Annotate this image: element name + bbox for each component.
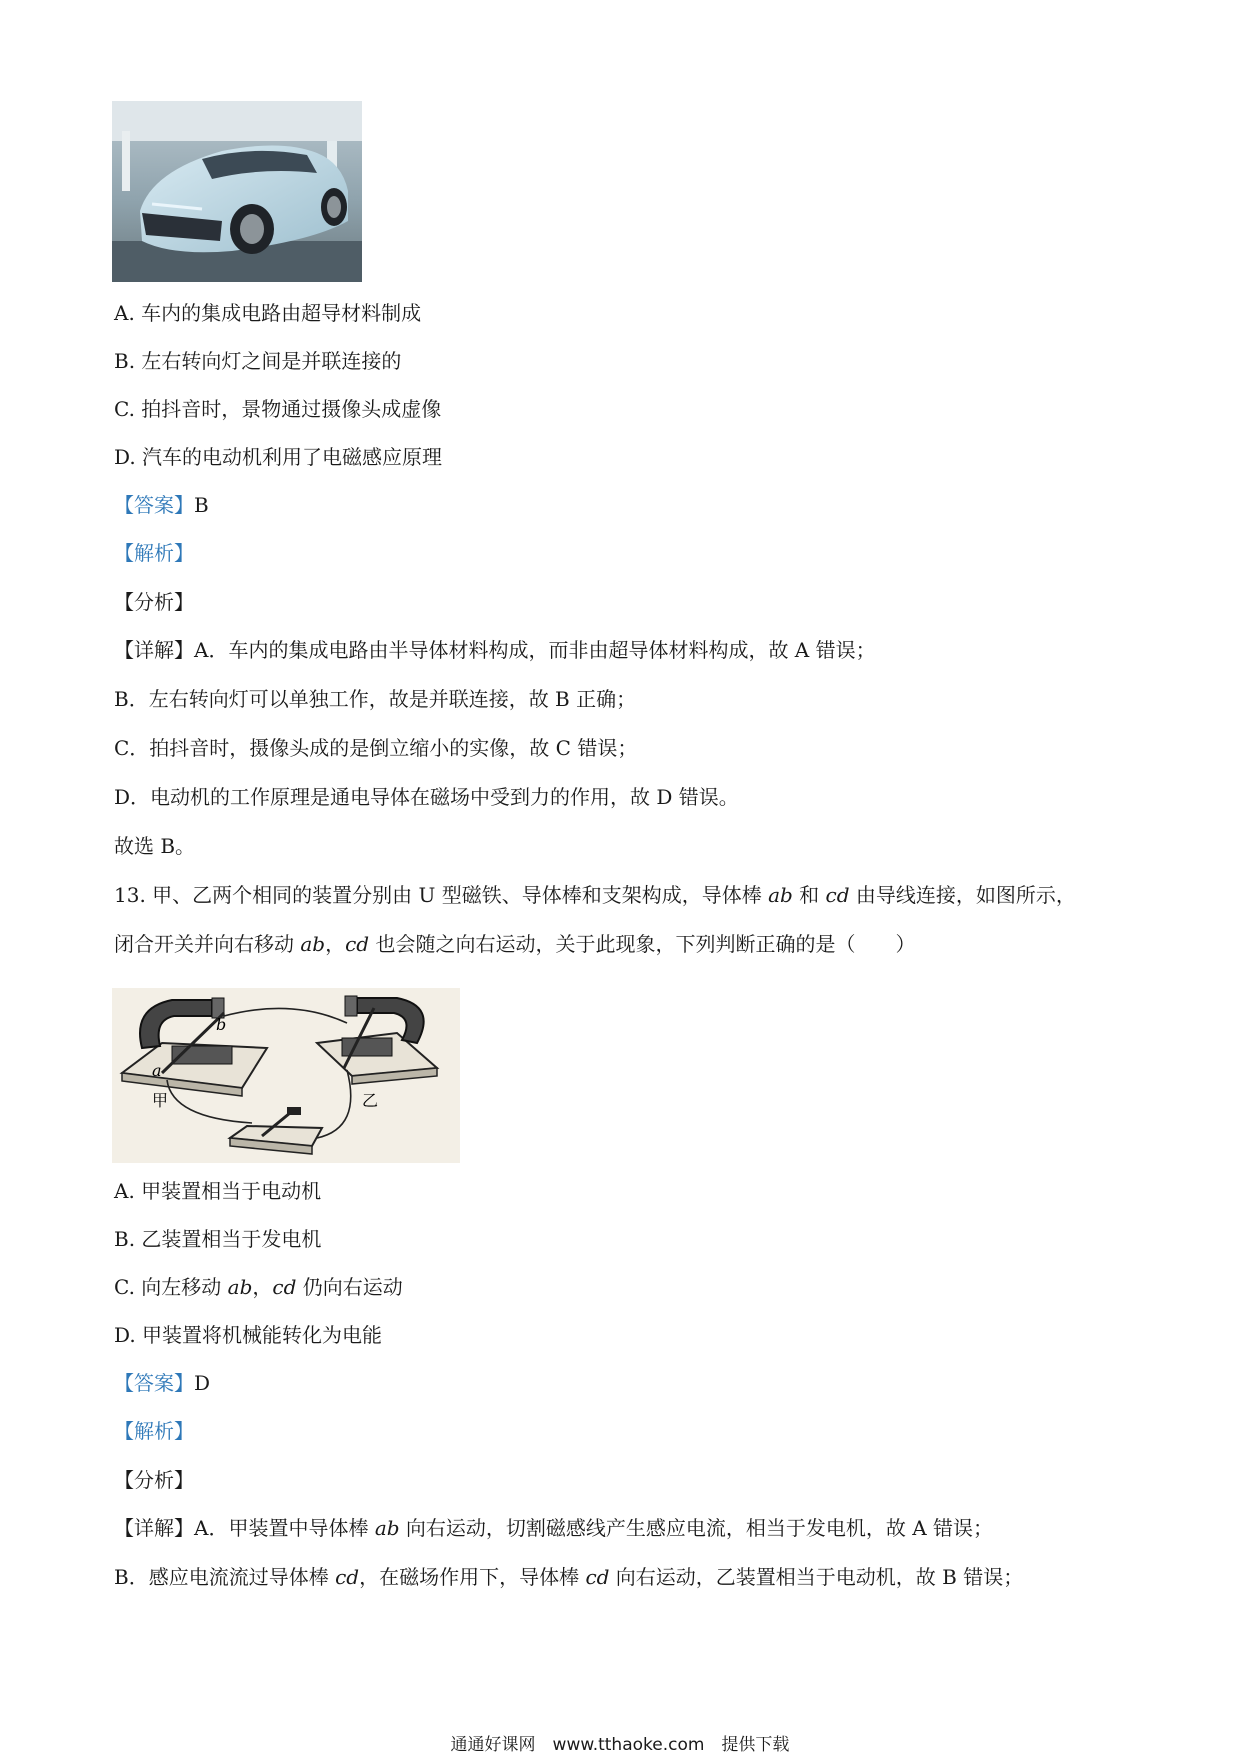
q13-option-b: B. 乙装置相当于发电机 (114, 1227, 322, 1251)
car-photo (112, 101, 362, 282)
label-jia: 甲 (152, 1091, 169, 1110)
detail-tag: 【详解】 (114, 1516, 194, 1540)
var-cd: cd (585, 1565, 610, 1589)
q12-option-c: C. 拍抖音时，景物通过摄像头成虚像 (114, 397, 442, 421)
label-b: b (216, 1015, 227, 1034)
answer-value: B (194, 493, 209, 517)
var-ab: ab (227, 1275, 253, 1299)
stem-text: 13. 甲、乙两个相同的装置分别由 U 型磁铁、导体棒和支架构成，导体棒 (114, 883, 769, 907)
var-ab: ab (300, 932, 326, 956)
detail-text: 向右运动，切割磁感线产生感应电流，相当于发电机，故 A 错误； (399, 1516, 994, 1540)
label-yi: 乙 (362, 1091, 379, 1110)
stem-text: 由导线连接，如图所示， (849, 883, 1076, 907)
var-ab: ab (374, 1516, 400, 1540)
q13-detail-line-2 (114, 1564, 1023, 1590)
stem-text: 闭合开关并向右移动 (114, 932, 301, 956)
stem-text: 也会随之向右运动，关于此现象，下列判断正确的是（ ） (369, 932, 916, 956)
q12-fenxi-tag: 【分析】 (114, 590, 194, 614)
detail-text: B．感应电流流过导体棒 (114, 1565, 336, 1589)
q12-analysis-tag: 【解析】 (114, 541, 194, 565)
q13-detail-line-1 (114, 1515, 993, 1541)
detail-text: A．甲装置中导体棒 (194, 1516, 375, 1540)
q13-option-d: D. 甲装置将机械能转化为电能 (114, 1323, 383, 1347)
q13-stem-line-2 (114, 931, 915, 957)
q13-answer (114, 1370, 210, 1396)
q12-conclusion: 故选 B。 (114, 834, 196, 858)
answer-tag: 【答案】 (114, 493, 194, 517)
q12-answer (114, 492, 209, 518)
q13-stem-line-1 (114, 882, 1076, 908)
option-text: C. 向左移动 (114, 1275, 228, 1299)
q13-fenxi-tag: 【分析】 (114, 1468, 194, 1492)
answer-value: D (194, 1371, 211, 1395)
q12-detail-line-4: D．电动机的工作原理是通电导体在磁场中受到力的作用，故 D 错误。 (114, 785, 739, 809)
q13-option-a: A. 甲装置相当于电动机 (114, 1179, 322, 1203)
q12-option-d: D. 汽车的电动机利用了电磁感应原理 (114, 445, 443, 469)
q13-analysis-tag: 【解析】 (114, 1419, 194, 1443)
detail-text: ，在磁场作用下，导体棒 (359, 1565, 586, 1589)
var-cd: cd (272, 1275, 297, 1299)
answer-tag: 【答案】 (114, 1371, 194, 1395)
var-cd: cd (345, 932, 370, 956)
q13-option-c (114, 1274, 403, 1300)
var-cd: cd (335, 1565, 360, 1589)
var-cd: cd (825, 883, 850, 907)
magnet-apparatus-figure (112, 988, 460, 1163)
stem-text: ， (325, 932, 346, 956)
stem-text: 和 (792, 883, 826, 907)
option-text: 仍向右运动 (296, 1275, 403, 1299)
q12-detail-line-2: B．左右转向灯可以单独工作，故是并联连接，故 B 正确； (114, 687, 637, 711)
q12-detail-line-3: C．拍抖音时，摄像头成的是倒立缩小的实像，故 C 错误； (114, 736, 638, 760)
q12-option-b: B. 左右转向灯之间是并联连接的 (114, 349, 402, 373)
q12-detail-line-1 (114, 637, 876, 663)
var-ab: ab (768, 883, 793, 907)
detail-text: 向右运动，乙装置相当于电动机，故 B 错误； (609, 1565, 1024, 1589)
detail-text: A．车内的集成电路由半导体材料构成，而非由超导体材料构成，故 A 错误； (194, 638, 876, 662)
page-footer: 通通好课网 www.tthaoke.com 提供下载 (450, 1735, 790, 1755)
detail-tag: 【详解】 (114, 638, 194, 662)
q12-option-a: A. 车内的集成电路由超导材料制成 (114, 301, 422, 325)
option-text: ， (252, 1275, 273, 1299)
label-a: a (152, 1061, 162, 1080)
